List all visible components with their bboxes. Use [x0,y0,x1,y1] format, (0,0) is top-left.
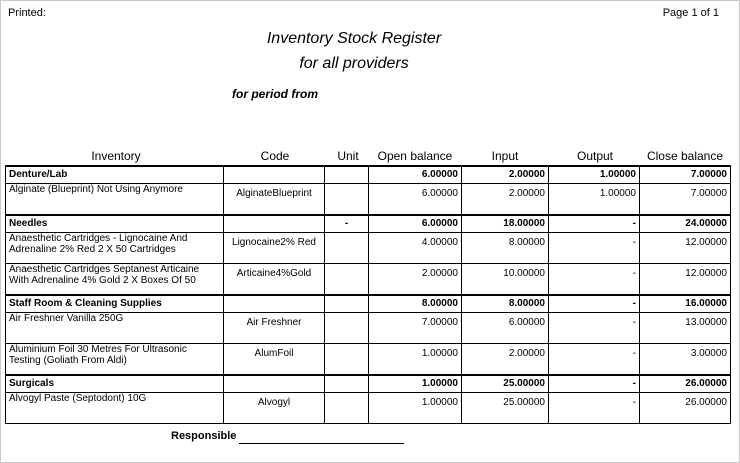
report-period: for period from [232,87,318,101]
cell-output [549,313,640,344]
cell-input-text: 10.00000 [503,268,545,279]
page-number: Page 1 of 1 [662,7,719,19]
table-row [6,393,731,424]
cell-close-balance-text: 12.00000 [685,237,727,248]
cell-output-text: - [632,378,636,389]
cell-output [549,344,640,376]
cell-input [462,233,549,264]
cell-name-text: Anaesthetic Cartridges Septanest Articaine With Adrenaline 4% Gold 2 X Boxes Of 50 [9,264,200,286]
cell-name-text: Staff Room & Cleaning Supplies [9,298,162,309]
cell-code-text: Lignocaine2% Red [232,237,316,248]
cell-code [224,295,325,313]
cell-input [462,184,549,216]
cell-input-text: 8.00000 [508,237,545,248]
cell-open-balance-text: 8.00000 [421,298,458,309]
cell-output-text: 1.00000 [599,188,636,199]
cell-output [549,233,640,264]
cell-open-balance [369,215,462,233]
cell-code [224,344,325,376]
cell-name [6,344,224,376]
cell-input-text: 18.00000 [503,218,545,229]
cell-open-balance [369,393,462,424]
cell-name [6,166,224,184]
cell-unit-text [328,393,365,397]
cell-close-balance-text: 26.00000 [685,378,727,389]
cell-code [224,166,325,184]
table-row [6,184,731,216]
col-header-close-balance: Close balance [646,149,724,163]
cell-output-text: - [632,218,636,229]
cell-input-text: 2.00000 [508,348,545,359]
responsible-label: Responsible [171,430,237,442]
cell-input [462,313,549,344]
cell-open-balance-text: 4.00000 [421,237,458,248]
cell-unit [325,215,369,233]
cell-unit [325,264,369,296]
cell-unit [325,393,369,424]
col-header-open-balance: Open balance [377,149,453,163]
cell-unit [325,233,369,264]
cell-unit [325,295,369,313]
cell-input-text: 25.00000 [503,397,545,408]
cell-code [224,313,325,344]
printed-label: Printed: [8,7,46,19]
cell-code-text: Articaine4%Gold [236,268,312,279]
cell-unit [325,344,369,376]
cell-close-balance [640,233,731,264]
cell-name-text: Denture/Lab [9,169,68,180]
group-row [6,166,731,184]
cell-close-balance-text: 12.00000 [685,268,727,279]
group-row [6,295,731,313]
cell-open-balance [369,375,462,393]
cell-input [462,264,549,296]
cell-output [549,166,640,184]
cell-code [224,375,325,393]
cell-output-text: 1.00000 [599,169,636,180]
cell-close-balance [640,166,731,184]
cell-open-balance [369,233,462,264]
cell-code-text: AlginateBlueprint [236,188,312,199]
cell-code [224,184,325,216]
report-title: Inventory Stock Register [266,30,442,47]
cell-unit-text [328,264,365,268]
cell-code [224,264,325,296]
cell-close-balance [640,264,731,296]
cell-open-balance [369,166,462,184]
cell-name [6,215,224,233]
col-header-inventory: Inventory [91,149,141,163]
table-row [6,344,731,376]
cell-close-balance [640,375,731,393]
cell-open-balance [369,264,462,296]
cell-open-balance-text: 6.00000 [421,188,458,199]
cell-input [462,344,549,376]
cell-close-balance [640,215,731,233]
table-row [6,313,731,344]
cell-open-balance-text: 6.00000 [421,169,458,180]
cell-output [549,184,640,216]
cell-close-balance [640,344,731,376]
cell-name [6,184,224,216]
cell-output [549,215,640,233]
inventory-table [5,165,731,424]
cell-output-text: - [632,397,636,408]
responsible-signature-line [239,443,404,444]
cell-close-balance-text: 16.00000 [685,298,727,309]
cell-name-text: Aluminium Foil 30 Metres For Ultrasonic Testing (Goliath From Aldi) [9,344,187,366]
cell-input-text: 6.00000 [508,317,545,328]
cell-open-balance-text: 1.00000 [421,397,458,408]
cell-output [549,264,640,296]
cell-code [224,233,325,264]
cell-code [224,215,325,233]
cell-name [6,393,224,424]
cell-unit-text [328,184,365,188]
cell-output-text: - [632,348,636,359]
col-header-output: Output [576,149,614,163]
cell-output-text: - [632,317,636,328]
cell-name [6,233,224,264]
cell-open-balance-text: 2.00000 [421,268,458,279]
report-subtitle: for all providers [299,55,409,72]
cell-name [6,313,224,344]
cell-unit [325,184,369,216]
cell-name [6,375,224,393]
cell-open-balance [369,184,462,216]
cell-name-text: Needles [9,218,48,229]
cell-close-balance [640,184,731,216]
cell-open-balance [369,313,462,344]
cell-close-balance-text: 7.00000 [690,188,727,199]
cell-unit-text [328,313,365,317]
cell-open-balance [369,295,462,313]
cell-name-text: Surgicals [9,378,55,389]
cell-input [462,166,549,184]
cell-unit [325,166,369,184]
cell-input-text: 2.00000 [508,188,545,199]
cell-output-text: - [632,298,636,309]
cell-code-text: Alvogyl [257,397,291,408]
cell-name-text: Alginate (Blueprint) Not Using Anymore [9,184,183,195]
cell-output-text: - [632,268,636,279]
cell-input [462,295,549,313]
cell-name-text: Air Freshner Vanilla 250G [9,313,124,324]
cell-input [462,375,549,393]
cell-close-balance-text: 7.00000 [690,169,727,180]
col-header-input: Input [491,149,519,163]
cell-close-balance [640,295,731,313]
col-header-code: Code [260,149,290,163]
cell-output [549,393,640,424]
group-row [6,215,731,233]
cell-output [549,375,640,393]
cell-close-balance-text: 24.00000 [685,218,727,229]
cell-unit [325,375,369,393]
cell-unit-text [328,344,365,348]
cell-open-balance-text: 1.00000 [421,348,458,359]
cell-code-text: AlumFoil [254,348,294,359]
col-header-unit: Unit [337,149,359,163]
cell-open-balance [369,344,462,376]
cell-unit-text [328,233,365,237]
cell-close-balance-text: 13.00000 [685,317,727,328]
cell-name-text: Alvogyl Paste (Septodont) 10G [9,393,147,404]
cell-open-balance-text: 1.00000 [421,378,458,389]
cell-unit [325,313,369,344]
cell-input-text: 2.00000 [508,169,545,180]
cell-open-balance-text: 7.00000 [421,317,458,328]
cell-open-balance-text: 6.00000 [421,218,458,229]
table-row [6,233,731,264]
cell-output-text: - [632,237,636,248]
cell-close-balance [640,313,731,344]
cell-close-balance [640,393,731,424]
group-row [6,375,731,393]
cell-input [462,215,549,233]
cell-close-balance-text: 26.00000 [685,397,727,408]
table-row [6,264,731,296]
cell-input-text: 25.00000 [503,378,545,389]
cell-output [549,295,640,313]
cell-close-balance-text: 3.00000 [690,348,727,359]
cell-code [224,393,325,424]
cell-code-text: Air Freshner [246,317,302,328]
cell-unit-text: - [344,218,349,229]
cell-name [6,264,224,296]
cell-input-text: 8.00000 [508,298,545,309]
cell-input [462,393,549,424]
cell-name [6,295,224,313]
cell-name-text: Anaesthetic Cartridges - Lignocaine And Adrenaline 2% Red 2 X 50 Cartridges [9,233,188,255]
